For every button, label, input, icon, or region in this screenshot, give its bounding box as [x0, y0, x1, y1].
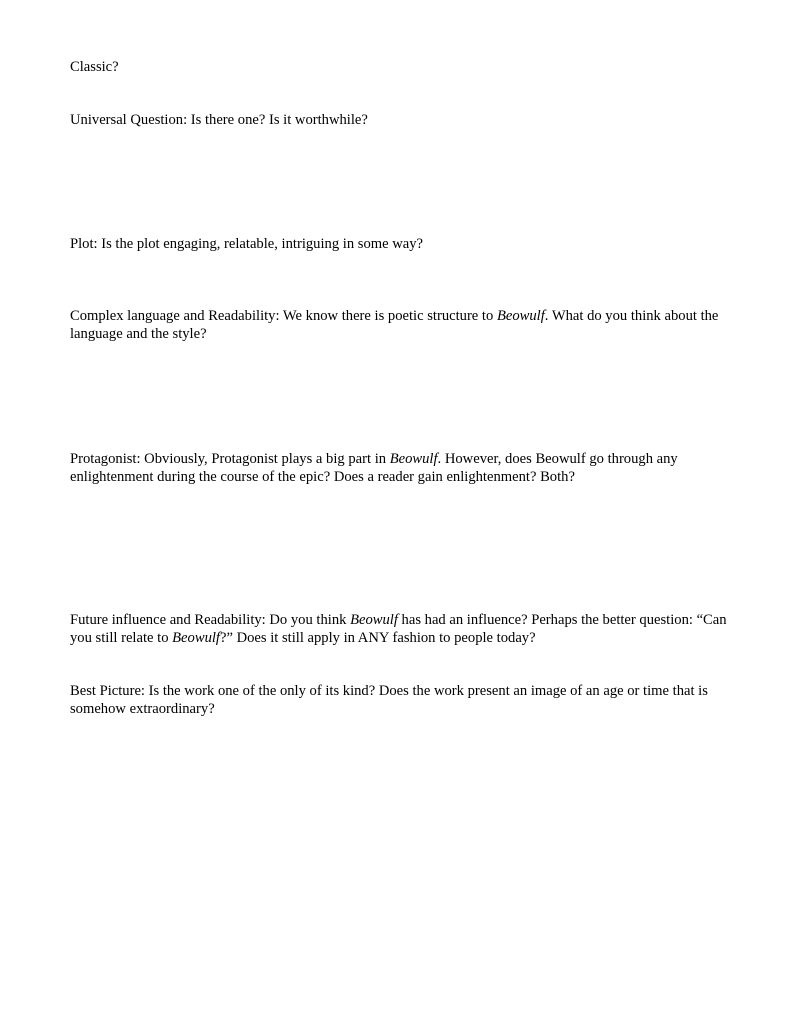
future-title-italic-1: Beowulf [350, 612, 398, 628]
prompt-best-picture [70, 682, 730, 718]
heading-classic [70, 58, 730, 76]
future-text-part3: ?” Does it still apply in ANY fashion to people today? [219, 630, 536, 646]
complex-title-italic: Beowulf [496, 308, 545, 324]
complex-text-part2: . What do you think about the language and the style? [70, 308, 719, 342]
prompt-universal-question [70, 111, 730, 129]
future-text-part1: Future influence and Readability: Do you think [70, 612, 351, 628]
prompt-protagonist [70, 450, 730, 486]
protagonist-text-part1: Protagonist: Obviously, Protagonist plays a big part in [70, 451, 390, 467]
classic-text: Classic? [70, 59, 119, 75]
prompt-complex-language [70, 307, 730, 343]
protagonist-text-part2: . However, does Beowulf go through any enlightenment during the course of the epic? Does a reader gain enlightenment? Both? [70, 451, 678, 485]
protagonist-title-italic: Beowulf [389, 451, 438, 467]
best-text: Best Picture: Is the work one of the only of its kind? Does the work present an image of an age or time that is somehow extraordinary? [70, 683, 708, 717]
complex-text-part1: Complex language and Readability: We know there is poetic structure to [70, 308, 497, 324]
plot-text: Plot: Is the plot engaging, relatable, intriguing in some way? [70, 236, 424, 252]
universal-text: Universal Question: Is there one? Is it worthwhile? [70, 112, 368, 128]
prompt-plot [70, 235, 730, 253]
prompt-future-influence [70, 611, 730, 647]
future-text-part2: has had an influence? Perhaps the better question: “Can you still relate to [70, 612, 727, 646]
future-title-italic-2: Beowulf [172, 630, 220, 646]
